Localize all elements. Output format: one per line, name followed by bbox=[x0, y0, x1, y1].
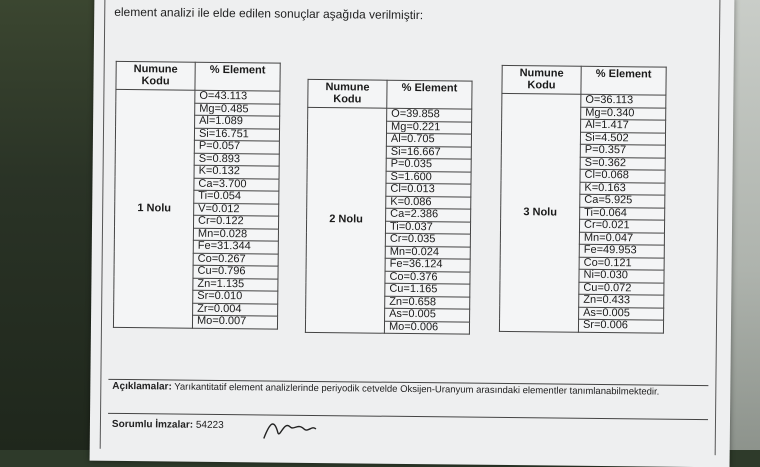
element-value: As=0.005 bbox=[385, 308, 470, 321]
document-page bbox=[90, 0, 735, 467]
handwritten-signature bbox=[260, 412, 320, 443]
element-value: Mo=0.006 bbox=[384, 321, 469, 334]
element-value: Zr=0.004 bbox=[193, 303, 278, 316]
header-sample-code: Numune Kodu bbox=[116, 61, 195, 90]
element-value: P=0.057 bbox=[194, 140, 279, 153]
element-value: Ti=0.054 bbox=[194, 190, 279, 203]
table-body bbox=[499, 93, 665, 332]
element-value: S=1.600 bbox=[386, 171, 471, 184]
element-value: Mo=0.007 bbox=[192, 315, 277, 328]
header-sample-code: Numune Kodu bbox=[308, 79, 387, 108]
element-value: Cl=0.013 bbox=[386, 183, 471, 196]
signature-row bbox=[112, 419, 224, 431]
element-value: Co=0.267 bbox=[193, 253, 278, 266]
sample-code: 1 Nolu bbox=[113, 89, 194, 327]
element-value: Zn=0.658 bbox=[385, 296, 470, 309]
element-value: Ni=0.030 bbox=[579, 269, 664, 282]
element-value: Mn=0.024 bbox=[385, 246, 470, 259]
element-value: Cr=0.035 bbox=[385, 233, 470, 246]
element-value: Mg=0.340 bbox=[581, 107, 666, 120]
element-value: Mg=0.221 bbox=[387, 121, 472, 134]
element-value: Ca=2.386 bbox=[386, 208, 471, 221]
element-value: K=0.163 bbox=[580, 182, 665, 195]
element-value: O=39.858 bbox=[387, 108, 472, 121]
element-value: Cr=0.122 bbox=[194, 215, 279, 228]
element-value: Si=16.751 bbox=[194, 128, 279, 141]
results-table-2 bbox=[305, 79, 473, 335]
notes-text: Yarıkantitatif element analizlerinde periyodik cetvelde Oksijen-Uranyum arasındaki elementler tanımlanabilmektedir. bbox=[174, 381, 660, 398]
signature-value: 54223 bbox=[195, 419, 224, 432]
element-value: Cu=1.165 bbox=[385, 283, 470, 296]
element-value: Fe=49.953 bbox=[579, 244, 664, 257]
element-value: Co=0.376 bbox=[385, 271, 470, 284]
header-sample-code: Numune Kodu bbox=[502, 65, 581, 94]
element-value: O=43.113 bbox=[195, 90, 280, 103]
element-value: Al=0.705 bbox=[386, 133, 471, 146]
results-table-3 bbox=[499, 65, 667, 333]
element-value: Zn=1.135 bbox=[193, 278, 278, 291]
header-element: % Element bbox=[387, 80, 472, 109]
table-body bbox=[113, 89, 279, 328]
element-value: As=0.005 bbox=[579, 307, 664, 320]
signature-label: Sorumlu İmzalar: bbox=[111, 418, 194, 431]
background-left bbox=[0, 0, 104, 450]
table-row bbox=[116, 89, 280, 103]
element-value: V=0.012 bbox=[194, 203, 279, 216]
sample-code: 3 Nolu bbox=[499, 93, 580, 331]
element-value: Zn=0.433 bbox=[579, 294, 664, 307]
element-value: Co=0.121 bbox=[579, 257, 664, 270]
element-value: Ca=3.700 bbox=[194, 178, 279, 191]
element-value: Cu=0.796 bbox=[193, 265, 278, 278]
element-value: O=36.113 bbox=[581, 94, 666, 107]
element-value: Cl=0.068 bbox=[580, 169, 665, 182]
element-value: P=0.357 bbox=[580, 144, 665, 157]
element-value: Al=1.089 bbox=[195, 115, 280, 128]
element-value: Cu=0.072 bbox=[579, 282, 664, 295]
table-row bbox=[502, 93, 666, 107]
element-value: Si=4.502 bbox=[580, 132, 665, 145]
element-value: Sr=0.006 bbox=[578, 319, 663, 332]
element-value: Mn=0.028 bbox=[193, 228, 278, 241]
element-value: Sr=0.010 bbox=[193, 290, 278, 303]
element-value: Fe=31.344 bbox=[193, 240, 278, 253]
element-value: Mn=0.047 bbox=[579, 232, 664, 245]
element-value: K=0.086 bbox=[386, 196, 471, 209]
table-body bbox=[305, 107, 471, 334]
header-element: % Element bbox=[581, 66, 666, 95]
element-value: Ti=0.064 bbox=[580, 207, 665, 220]
table-row bbox=[308, 107, 472, 121]
element-value: Mg=0.485 bbox=[195, 103, 280, 116]
header-element: % Element bbox=[195, 62, 280, 91]
element-value: Al=1.417 bbox=[581, 119, 666, 132]
element-value: S=0.893 bbox=[194, 153, 279, 166]
element-value: Cr=0.021 bbox=[579, 219, 664, 232]
notes-label: Açıklamalar: bbox=[112, 380, 172, 393]
intro-text: element analizi ile elde edilen sonuçlar aşağıda verilmiştir: bbox=[114, 4, 424, 23]
element-value: Fe=36.124 bbox=[385, 258, 470, 271]
element-value: Ti=0.037 bbox=[385, 221, 470, 234]
sample-code: 2 Nolu bbox=[305, 107, 386, 333]
element-value: Si=16.667 bbox=[386, 146, 471, 159]
element-value: P=0.035 bbox=[386, 158, 471, 171]
element-value: Ca=5.925 bbox=[580, 194, 665, 207]
element-value: K=0.132 bbox=[194, 165, 279, 178]
results-table-1 bbox=[113, 61, 281, 329]
element-value: S=0.362 bbox=[580, 157, 665, 170]
